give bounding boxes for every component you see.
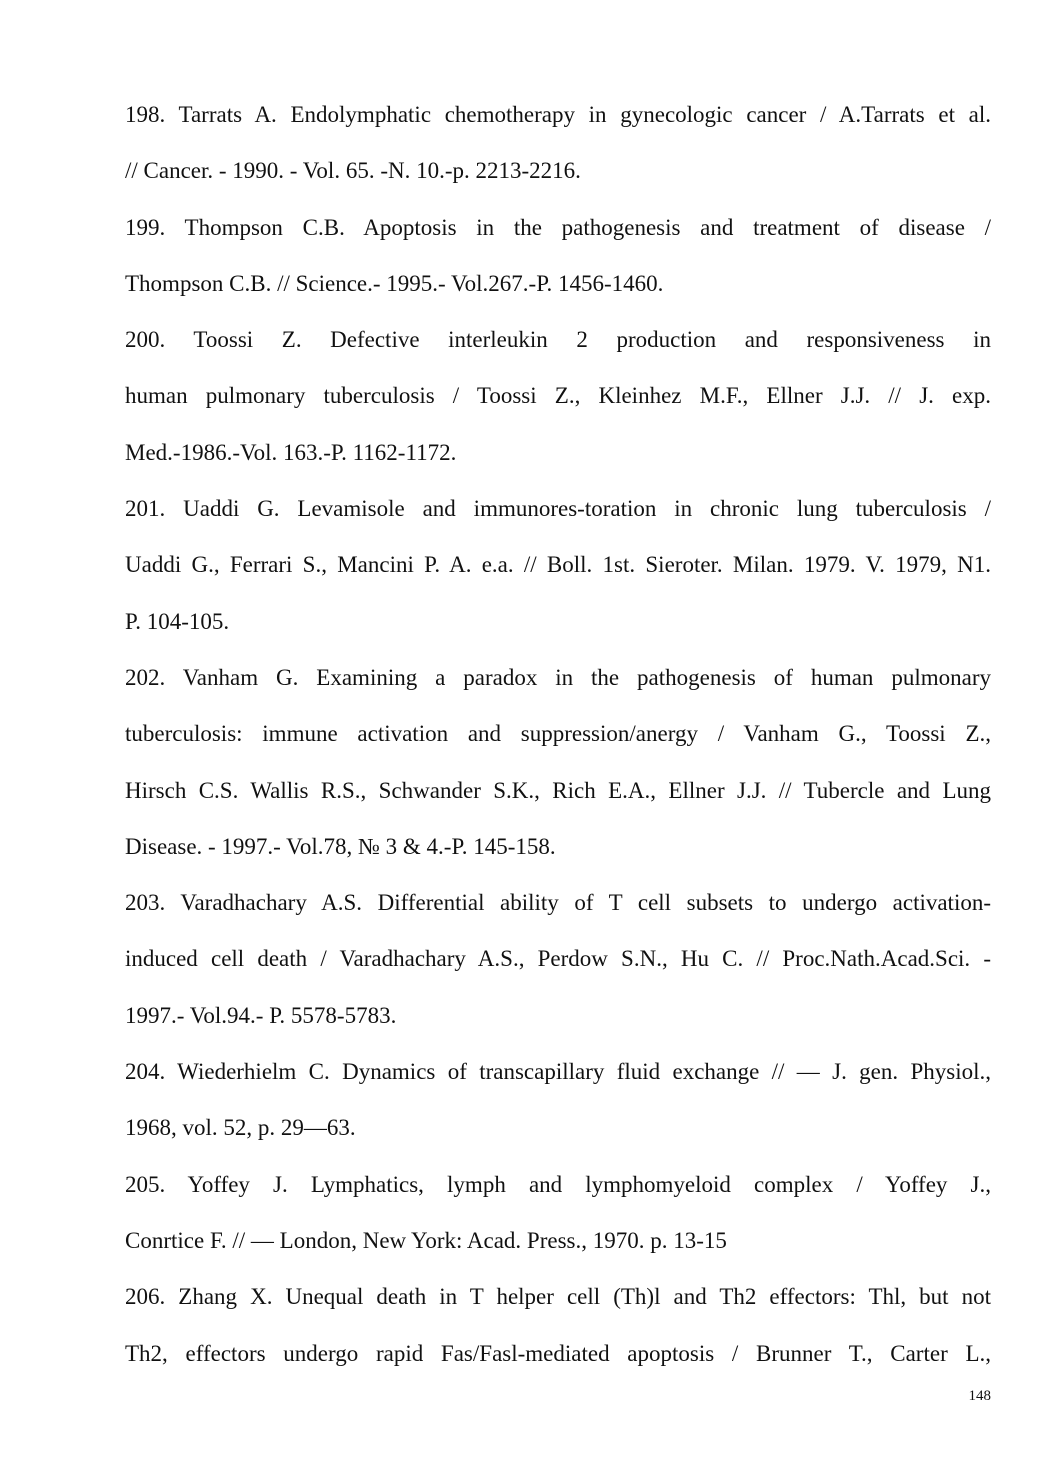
reference-line: 198. Tarrats A. Endolymphatic chemotherapy in gynecologic cancer / A.Tarrats et al. [125, 102, 991, 127]
reference-line: Thompson C.B. // Science.- 1995.- Vol.267.-P. 1456-1460. [125, 270, 664, 296]
reference-line: Med.-1986.-Vol. 163.-P. 1162-1172. [125, 439, 457, 465]
reference-line: 199. Thompson C.B. Apoptosis in the pathogenesis and treatment of disease / [125, 214, 991, 240]
reference-line: Uaddi G., Ferrari S., Mancini P. A. e.a. // Boll. 1st. Sieroter. Milan. 1979. V. 1979, N1. [125, 552, 991, 578]
reference-line: 204. Wiederhielm C. Dynamics of transcapillary fluid exchange // — J. gen. Physiol., [125, 1059, 991, 1085]
reference-line: 1997.- Vol.94.- P. 5578-5783. [125, 1002, 397, 1028]
reference-line: Th2, effectors undergo rapid Fas/Fasl-mediated apoptosis / Brunner T., Carter L., [125, 1340, 991, 1366]
reference-line: 206. Zhang X. Unequal death in T helper cell (Th)l and Th2 effectors: Thl, but not [125, 1284, 991, 1310]
reference-line: 202. Vanham G. Examining a paradox in the pathogenesis of human pulmonary [125, 664, 991, 690]
reference-list [125, 87, 991, 1382]
reference-line: Hirsch C.S. Wallis R.S., Schwander S.K., Rich E.A., Ellner J.J. // Tubercle and Lung [125, 777, 991, 803]
reference-line: human pulmonary tuberculosis / Toossi Z., Kleinhez M.F., Ellner J.J. // J. exp. [125, 383, 991, 409]
reference-line: P. 104-105. [125, 608, 230, 634]
reference-line: Disease. - 1997.- Vol.78, № 3 & 4.-P. 145-158. [125, 833, 556, 859]
reference-line: 203. Varadhachary A.S. Differential ability of T cell subsets to undergo activation- [125, 890, 991, 916]
reference-line: // Cancer. - 1990. - Vol. 65. -N. 10.-p. 2213-2216. [125, 158, 581, 184]
reference-line: 205. Yoffey J. Lymphatics, lymph and lymphomyeloid complex / Yoffey J., [125, 1171, 991, 1197]
reference-line: Conrtice F. // — London, New York: Acad. Press., 1970. p. 13-15 [125, 1227, 727, 1253]
reference-line: tuberculosis: immune activation and suppression/anergy / Vanham G., Toossi Z., [125, 721, 991, 747]
reference-line: induced cell death / Varadhachary A.S., Perdow S.N., Hu C. // Proc.Nath.Acad.Sci. - [125, 946, 991, 972]
reference-line: 201. Uaddi G. Levamisole and immunores-toration in chronic lung tuberculosis / [125, 496, 991, 522]
reference-line: 1968, vol. 52, p. 29—63. [125, 1115, 356, 1141]
page-number: 148 [968, 1388, 991, 1404]
reference-line: 200. Toossi Z. Defective interleukin 2 production and responsiveness in [125, 327, 991, 353]
